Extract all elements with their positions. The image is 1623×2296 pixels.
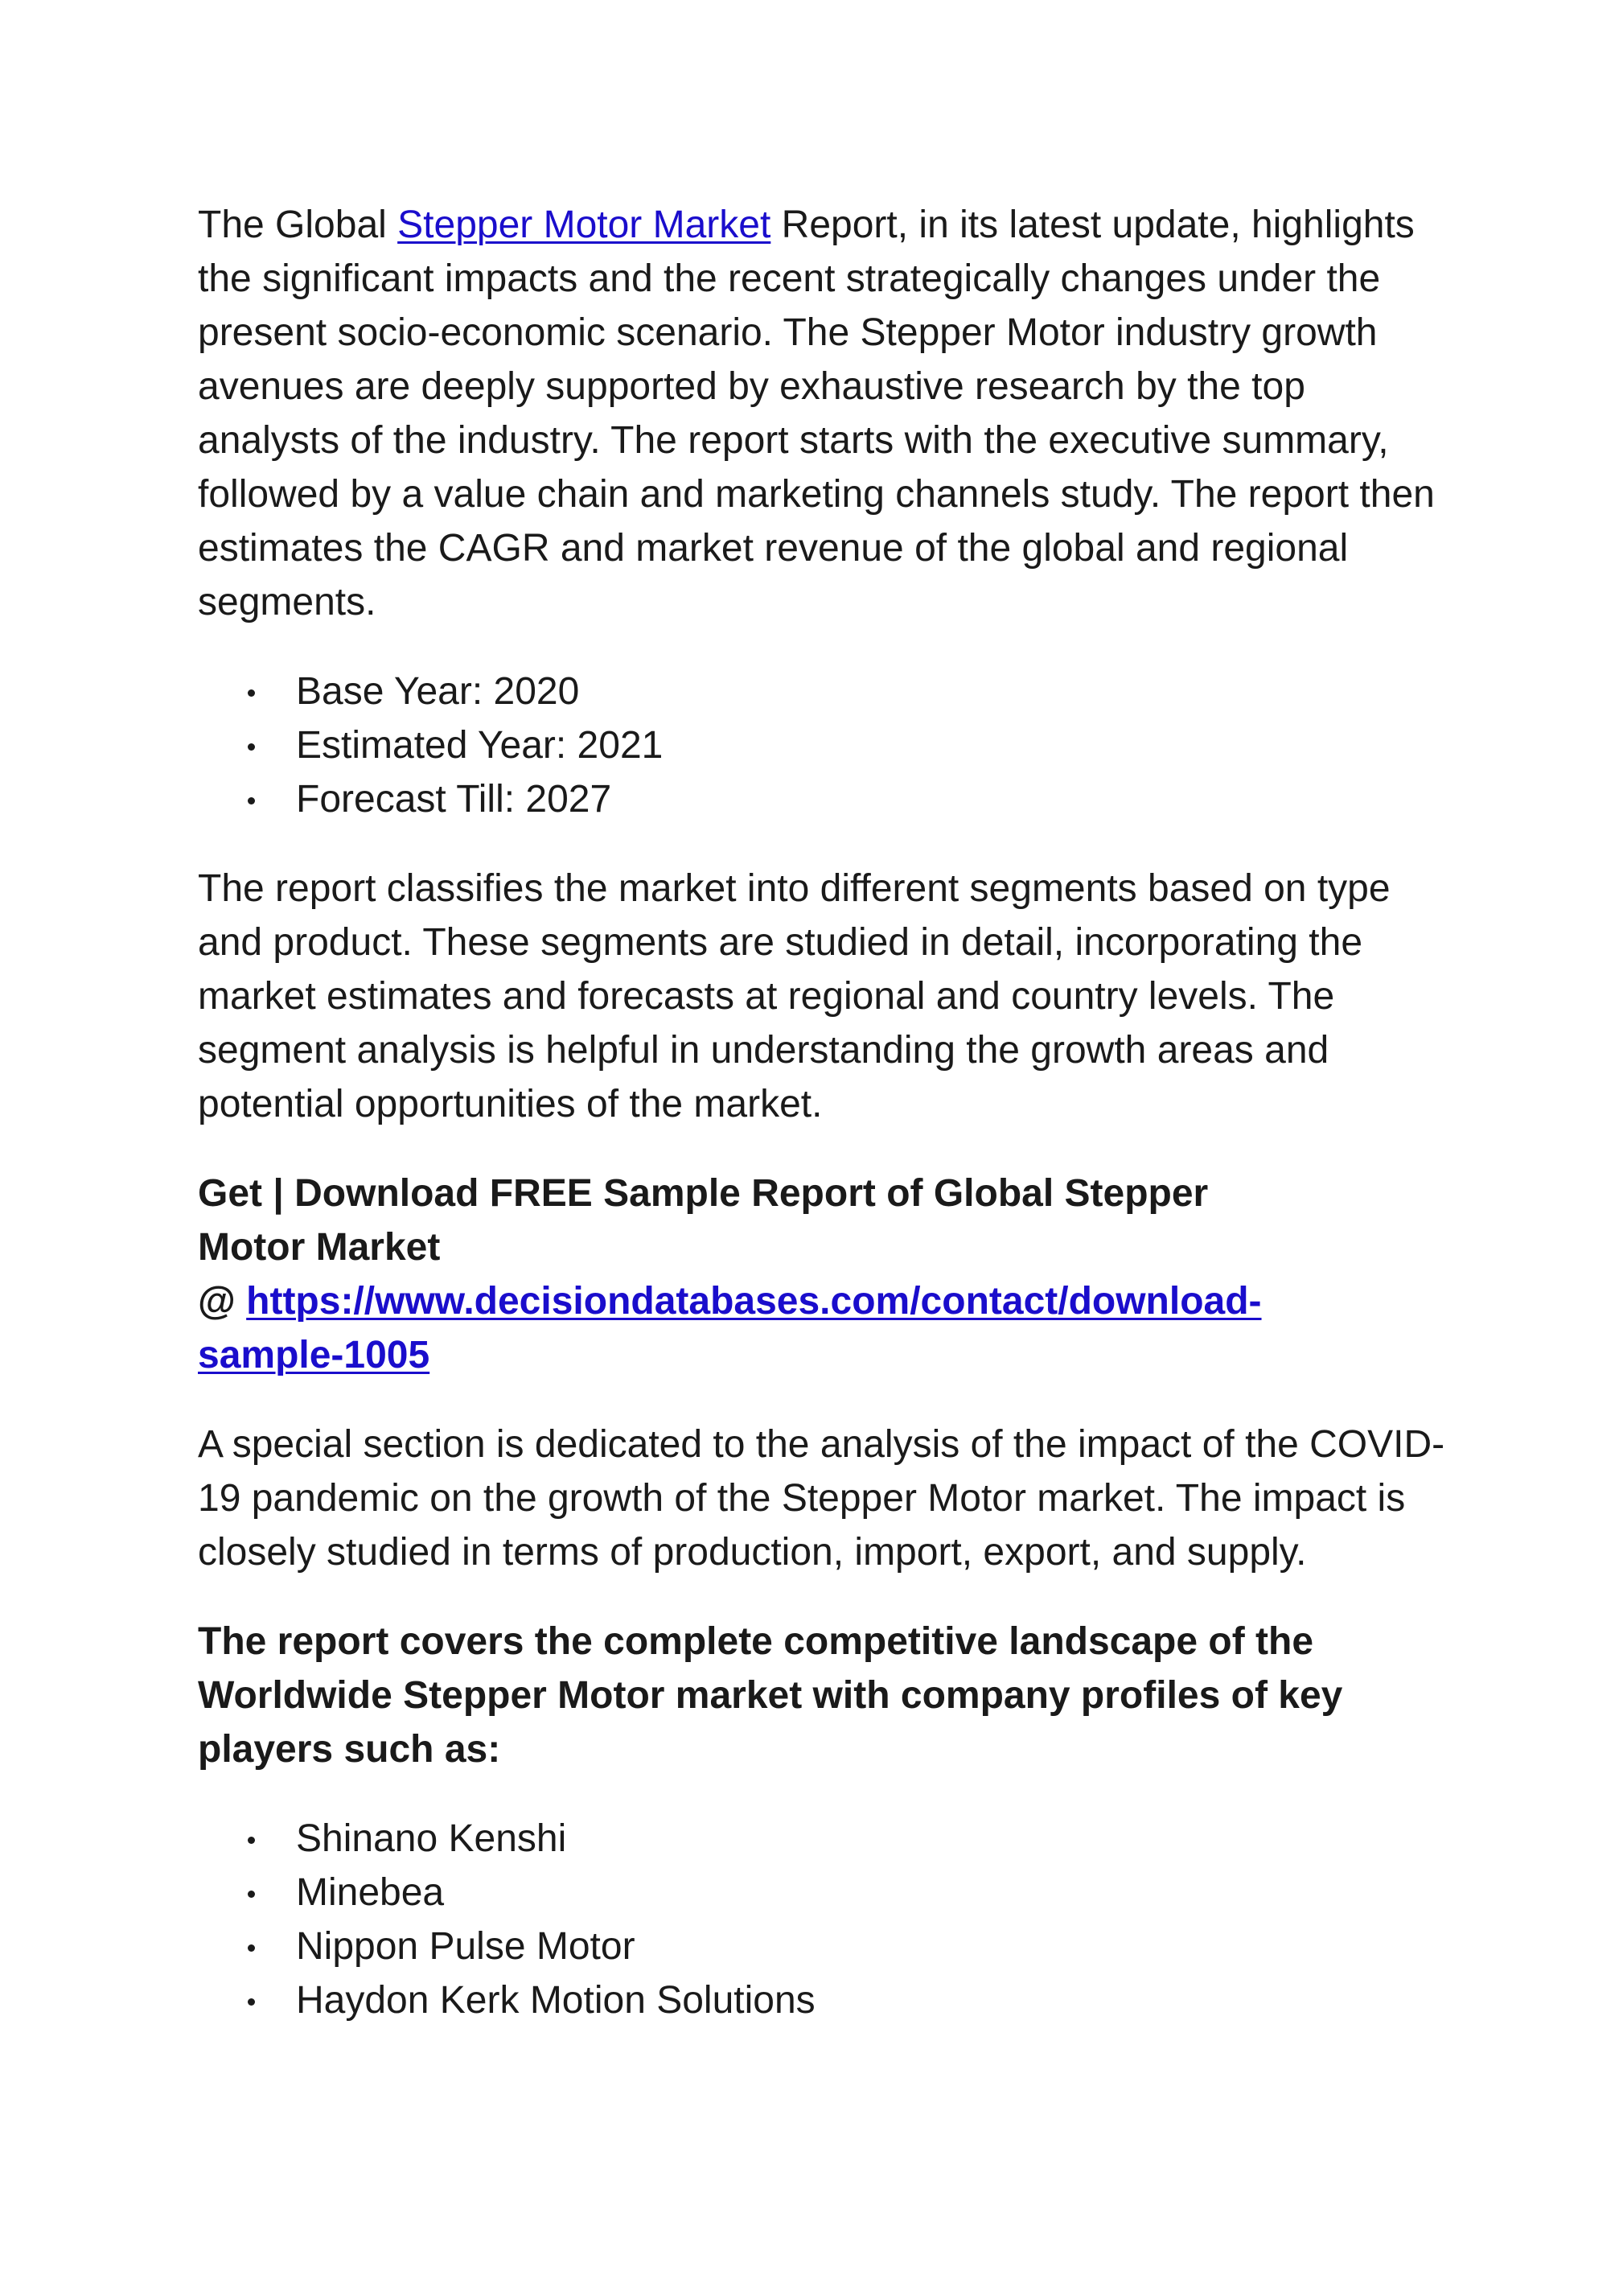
cta-line-1: Get | Download FREE Sample Report of Global Stepper [198,1172,1209,1215]
bullet-icon [248,689,255,697]
list-item-label: Forecast Till: 2027 [296,778,612,821]
covid-paragraph: A special section is dedicated to the analysis of the impact of the COVID-19 pandemic on the growth of the Stepper Motor market. The impact is closely studied in terms of production, import, export, and supply. [198,1423,1445,1574]
list-item [198,665,1452,718]
list-item [198,772,1452,826]
bullet-icon [248,797,255,804]
year-list [198,665,1452,826]
bullet-icon [248,1837,255,1844]
cta-line-2: Motor Market [198,1226,441,1269]
list-item-label: Base Year: 2020 [296,670,580,713]
list-item [198,1866,1452,1920]
player-name: Nippon Pulse Motor [296,1925,635,1968]
list-item-label: Estimated Year: 2021 [296,724,664,767]
player-name: Minebea [296,1871,445,1914]
key-players-heading: The report covers the complete competitive landscape of the Worldwide Stepper Motor market with company profiles of key players such as: [198,1620,1343,1771]
bullet-icon [248,1891,255,1898]
intro-paragraph [198,198,1452,629]
download-sample-link-line-2: sample-1005 [198,1334,430,1376]
bullet-icon [248,1944,255,1952]
download-sample-link-line-1: https://www.decisiondatabases.com/contact/download- [246,1280,1262,1323]
list-item [198,1973,1452,2027]
key-players-list [198,1812,1452,2027]
bullet-icon [248,1998,255,2006]
document-page [198,198,1452,2063]
list-item [198,718,1452,772]
stepper-motor-market-link[interactable]: Stepper Motor Market [397,204,771,246]
intro-prefix: The Global [198,204,398,246]
list-item [198,1920,1452,1973]
cta-at-sign: @ [198,1280,247,1323]
segments-paragraph: The report classifies the market into different segments based on type and product. These segments are studied in detail, incorporating the market estimates and forecasts at regional and country levels. The segment analysis is helpful in understanding the growth areas and potential opportunities of the market. [198,867,1391,1125]
intro-suffix: Report, in its latest update, highlights the significant impacts and the recent strategically changes under the present socio-economic scenario. The Stepper Motor industry growth avenues are deeply supported by exhaustive research by the top analysts of the industry. The report starts with the executive summary, followed by a value chain and marketing channels study. The report then estimates the CAGR and market revenue of the global and regional segments. [198,204,1435,623]
list-item [198,1812,1452,1866]
player-name: Haydon Kerk Motion Solutions [296,1979,816,2022]
download-sample-cta [198,1167,1452,1382]
bullet-icon [248,743,255,751]
player-name: Shinano Kenshi [296,1817,567,1860]
download-sample-link[interactable] [198,1280,1262,1376]
